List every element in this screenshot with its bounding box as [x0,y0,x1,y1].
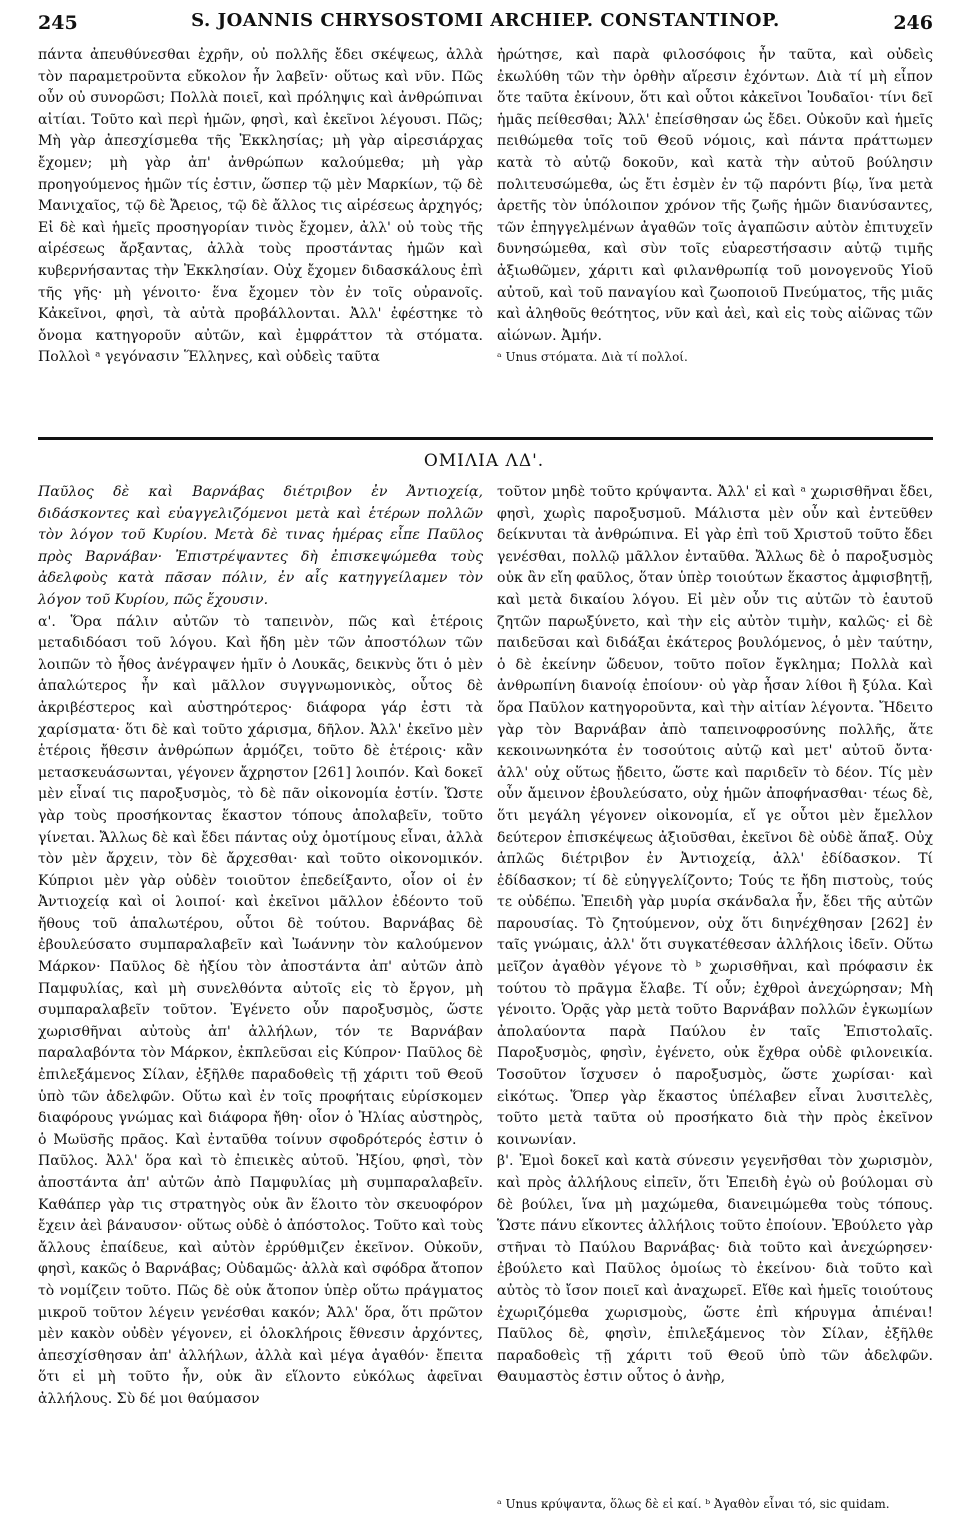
lower-right-text-2: β'. Ἐμοὶ δοκεῖ καὶ κατὰ σύνεσιν γεγενῆσθαι τὸν χωρισμὸν, καὶ πρὸς ἀλλήλους εἰπεῖν, ὅτι Ἐπειδὴ ἐγὼ οὐ βούλομαι σὺ δὲ βούλει, ἵνα μὴ μαχώμεθα, διανειμώμεθα τοὺς τόπους. Ὥστε πάνυ εἴκοντες ἀλλήλοις τοῦτο ἐποίουν. Ἐβούλετο γὰρ στῆναι τὸ Παύλου Βαρνάβας· διὰ τοῦτο καὶ ἀνεχώρησεν· ἐβούλετο καὶ Παῦλος ὁμοίως τὸ ἐκείνου· διὰ τοῦτο καὶ αὐτὸς τὸ ἴσον ποιεῖ καὶ ἀναχωρεῖ. Εἴθε καὶ ἡμεῖς τοιούτους ἐχωριζόμεθα χωρισμοὺς, ὥστε ἐπὶ κήρυγμα ἀπιέναι! Παῦλος δὲ, φησὶν, ἐπιλεξάμενος τὸν Σίλαν, ἐξῆλθε παραδοθεὶς τῇ χάριτι τοῦ Θεοῦ ὑπὸ τῶν ἀδελφῶν. Θαυμαστὸς ἐστιν οὗτος ὁ ἀνὴρ, [497,1153,933,1386]
page-number-right: 246 [893,12,933,34]
top-right-footnote: ᵃ Unus στόματα. Διὰ τί πολλοί. [497,350,688,365]
lower-right-footnote: ᵃ Unus κρύψαντα, ὅλως δὲ εἰ καί. ᵇ Ἀγαθὸν εἶναι τό, sic quidam. [497,1497,890,1511]
top-right-column [497,45,933,369]
scripture-quote: Παῦλος δὲ καὶ Βαρνάβας διέτριβον ἐν Ἀντιοχείᾳ, διδάσκοντες καὶ εὐαγγελιζόμενοι μετὰ καὶ ἑτέρων πολλῶν τὸν λόγον τοῦ Κυρίου. Μετὰ δὲ τινας ἡμέρας εἶπε Παῦλος πρὸς Βαρνάβαν· Ἐπιστρέψαντες δὴ ἐπισκεψώμεθα τοὺς ἀδελφοὺς κατὰ πᾶσαν πόλιν, ἐν αἷς κατηγγείλαμεν τὸν λόγον τοῦ Κυρίου, πῶς ἔχουσιν. [38,484,483,608]
page-header [38,10,933,38]
page-number-left: 245 [38,12,78,34]
section-divider [38,437,933,440]
top-left-text: πάντα ἀπευθύνεσθαι ἐχρῆν, οὐ πολλῆς ἔδει σκέψεως, ἀλλὰ τὸν παραμετροῦντα εὔκολον ἦν λαβεῖν· οὕτως καὶ νῦν. Πῶς οὖν οὐ συνορῶσι; Πολλὰ ποιεῖ, καὶ πρόληψις καὶ ἀνθρώπιναι αἰτίαι. Τοῦτο καὶ περὶ ἡμῶν, φησὶ, καὶ ἐκεῖνοι λέγουσι. Πῶς; Μὴ γὰρ ἀπεσχίσμεθα τῆς Ἐκκλησίας; μὴ γὰρ αἱρεσιάρχας ἔχομεν; μὴ γὰρ ἀπ' ἀνθρώπων καλούμεθα; μὴ γὰρ προηγούμενος ἡμῶν τίς ἐστιν, ὥσπερ τῷ μὲν Μαρκίων, τῷ δὲ Μανιχαῖος, τῷ δὲ Ἄρειος, τῷ δὲ ἄλλος τις αἱρέσεως ἀρχηγός; Εἰ δὲ καὶ ἡμεῖς προσηγορίαν τινὸς ἔχομεν, ἀλλ' οὐ τοὺς τῆς αἱρέσεως ἄρξαντας, ἀλλὰ τοὺς προστάντας ἡμῶν καὶ κυβερνήσαντας τὴν Ἐκκλησίαν. Οὐχ ἔχομεν διδασκάλους ἐπὶ τῆς γῆς· μὴ γένοιτο· ἕνα ἔχομεν τὸν ἐν τοῖς οὐρανοῖς. Κἀκεῖνοι, φησὶ, τὰ αὐτὰ προβάλλονται. Ἀλλ' ἐφέστηκε τὸ ὄνομα κατηγοροῦν αὐτῶν, καὶ ἐμφράττον τὰ στόματα. Πολλοὶ ᵃ γεγόνασιν Ἕλληνες, καὶ οὐδεὶς ταῦτα [38,47,483,366]
homily-title: ΟΜΙΛΙΑ ΛΔ'. [423,451,545,471]
top-right-text: ἠρώτησε, καὶ παρὰ φιλοσόφοις ἦν ταῦτα, καὶ οὐδεὶς ἐκωλύθη τῶν τὴν ὀρθὴν αἵρεσιν ἐχόντων. Διὰ τί μὴ εἶπον ὅτε ταῦτα ἐκίνουν, ὅτι καὶ οὗτοι κἀκεῖνοι Ἰουδαῖοι· τίνι δεῖ ἡμᾶς πείθεσθαι; Ἀλλ' ἐπείσθησαν ὡς ἔδει. Οὐκοῦν καὶ ἡμεῖς πειθώμεθα τοῖς τοῦ Θεοῦ νόμοις, καὶ πάντα πράττωμεν κατὰ τὸ αὐτῷ δοκοῦν, καὶ κατὰ τὴν αὐτοῦ βούλησιν πολιτευσώμεθα, ὡς ἔτι ἐσμὲν ἐν τῷ παρόντι βίῳ, ἵνα μετὰ ἀρετῆς τὸν ὑπόλοιπον χρόνον τῆς ζωῆς ἡμῶν διανύσαντες, τῶν ἐπηγγελμένων ἀγαθῶν τοῖς ἀγαπῶσιν αὐτὸν ἐπιτυχεῖν δυνησώμεθα, καὶ σὺν τοῖς εὐαρεστήσασιν αὐτῷ τιμῆς ἀξιωθῶμεν, χάριτι καὶ φιλανθρωπίᾳ τοῦ μονογενοῦς Υἱοῦ αὐτοῦ, καὶ τοῦ παναγίου καὶ ζωοποιοῦ Πνεύματος, τῆς μιᾶς καὶ ἀληθοῦς θεότητος, νῦν καὶ ἀεὶ, καὶ εἰς τοὺς αἰῶνας τῶν αἰώνων. Ἀμήν. [497,47,933,344]
lower-right-text-1: τοῦτον μηδὲ τοῦτο κρύψαντα. Ἀλλ' εἰ καὶ ᵃ χωρισθῆναι ἔδει, φησὶ, χωρὶς παροξυσμοῦ. Μάλιστα μὲν οὖν καὶ ἐντεῦθεν δείκνυται τὰ ἀνθρώπινα. Εἰ γὰρ ἐπὶ τοῦ Χριστοῦ τοῦτο ἔδει γενέσθαι, πολλῷ μᾶλλον ἐνταῦθα. Ἄλλως δὲ ὁ παροξυσμὸς οὐκ ἂν εἴη φαῦλος, ὅταν ὑπὲρ τοιούτων ἕκαστος ἀμφισβητῇ, καὶ μετὰ δικαίου λόγου. Εἰ μὲν οὖν τις αὐτῶν τὸ ἑαυτοῦ ζητῶν παρωξύνετο, καὶ τὴν εἰς αὐτὸν τιμὴν, καλῶς· εἰ δὲ παιδεῦσαι καὶ διδάξαι ἑκάτερος βουλόμενος, ὁ μὲν ταύτην, ὁ δὲ ἐκείνην ὥδευον, τοῦτο ποῖον ἔγκλημα; Πολλὰ καὶ ἀνθρωπίνη διανοίᾳ ἐποίουν· οὐ γὰρ ἦσαν λίθοι ἢ ξύλα. Καὶ ὅρα Παῦλον κατηγοροῦντα, καὶ τὴν αἰτίαν λέγοντα. Ἤδειτο γὰρ τὸν Βαρνάβαν ἀπὸ ταπεινοφροσύνης πολλῆς, ἅτε κεκοινωνηκότα ἐν τοσούτοις αὐτῷ καὶ μετ' αὐτοῦ ὄντα· ἀλλ' οὐχ οὕτως ᾔδειτο, ὥστε καὶ παριδεῖν τὸ δέον. Τίς μὲν οὖν ἄμεινον ἐβουλεύσατο, οὐχ ἡμῶν ἀποφήνασθαι· τέως δὲ, ὅτι μεγάλη γέγονεν οἰκονομία, εἴ γε οὗτοι μὲν ἔμελλον δεύτερον ἐπισκέψεως ἀξιοῦσθαι, ἐκεῖνοι δὲ οὐδὲ ἅπαξ. Οὐχ ἁπλῶς διέτριβον ἐν Ἀντιοχείᾳ, ἀλλ' ἐδίδασκον. Τί ἐδίδασκον; τί δὲ εὐηγγελίζοντο; Τούς τε ἤδη πιστοὺς, τούς τε οὐδέπω. Ἐπειδὴ γὰρ μυρία σκάνδαλα ἦν, ἔδει τῆς αὐτῶν παρουσίας. Τὸ ζητούμενον, οὐχ ὅτι διηνέχθησαν [262] ἐν ταῖς γνώμαις, ἀλλ' ὅτι συγκατέθεσαν ἀλλήλοις ἰδεῖν. Οὕτω μεῖζον ἀγαθὸν γέγονε τὸ ᵇ χωρισθῆναι, καὶ πρόφασιν ἐκ τούτου τὸ πρᾶγμα ἔλαβε. Τί οὖν; ἐχθροὶ ἀνεχώρησαν; Μὴ γένοιτο. Ὁρᾷς γὰρ μετὰ τοῦτο Βαρνάβαν πολλῶν ἐγκωμίων ἀπολαύοντα παρὰ Παύλου ἐν ταῖς Ἐπιστολαῖς. Παροξυσμὸς, φησὶν, ἐγένετο, οὐκ ἔχθρα οὐδὲ φιλονεικία. Τοσοῦτον ἴσχυσεν ὁ παροξυσμὸς, ὥστε χωρίσαι· καὶ εἰκότως. Ὅπερ γὰρ ἕκαστος ὑπέλαβεν εἶναι λυσιτελὲς, τοῦτο μετὰ ταῦτα οὐ προσήκατο διὰ τὴν πρὸς ἐκεῖνον κοινωνίαν. [497,484,933,1148]
lower-right-column [497,482,933,1389]
lower-left-column [38,482,483,1411]
top-left-column [38,45,483,369]
lower-left-text: α'. Ὅρα πάλιν αὐτῶν τὸ ταπεινὸν, πῶς καὶ ἑτέροις μεταδιδόασι τοῦ λόγου. Καὶ ἤδη μὲν τῶν ἀποστόλων τῶν λοιπῶν τὸ ἦθος ἀνέγραψεν ἡμῖν ὁ Λουκᾶς, δεικνὺς ὅτι ὁ μὲν ἁπαλώτερος ἦν καὶ μᾶλλον συγγνωμονικὸς, οὗτος δὲ ἀκριβέστερος καὶ αὐστηρότερος· διάφορα γάρ ἐστι τὰ χαρίσματα· ὅτι δὲ καὶ τοῦτο χάρισμα, δῆλον. Ἀλλ' ἐκεῖνο μὲν ἑτέροις ἤθεσιν ἀνθρώπων ἁρμόζει, τοῦτο δὲ ἑτέροις· κἂν μετασκευάσωνται, γέγονεν ἄχρηστον [261] λοιπόν. Καὶ δοκεῖ μὲν εἶναί τις παροξυσμὸς, τὸ δὲ πᾶν οἰκονομία ἐστίν. Ὥστε γὰρ τοὺς προσήκοντας ἕκαστον τόπους ἀπολαβεῖν, τοῦτο γίνεται. Ἄλλως δὲ καὶ ἔδει πάντας οὐχ ὁμοτίμους εἶναι, ἀλλὰ τὸν μὲν ἄρχειν, τὸν δὲ ἄρχεσθαι· καὶ τοῦτο οἰκονομικόν. Κύπριοι μὲν γὰρ οὐδὲν τοιοῦτον ἐπεδείξαντο, οἷον οἱ ἐν Ἀντιοχείᾳ καὶ οἱ λοιποί· καὶ ἐκεῖνοι μᾶλλον ἐδέοντο τοῦ ἤθους τοῦ ἁπαλωτέρου, οὗτοι δὲ τούτου. Βαρνάβας δὲ ἐβουλεύσατο συμπαραλαβεῖν καὶ Ἰωάννην τὸν καλούμενον Μάρκον· Παῦλος δὲ ἠξίου τὸν ἀποστάντα ἀπ' αὐτῶν ἀπὸ Παμφυλίας, καὶ μὴ συνελθόντα αὐτοῖς εἰς τὸ ἔργον, μὴ συμπαραλαβεῖν τοῦτον. Ἐγένετο οὖν παροξυσμὸς, ὥστε χωρισθῆναι αὐτοὺς ἀπ' ἀλλήλων, τόν τε Βαρνάβαν παραλαβόντα τὸν Μάρκον, ἐκπλεῦσαι εἰς Κύπρον· Παῦλος δὲ ἐπιλεξάμενος Σίλαν, ἐξῆλθε παραδοθεὶς τῇ χάριτι τοῦ Θεοῦ ὑπὸ τῶν ἀδελφῶν. Οὕτω καὶ ἐν τοῖς προφήταις εὑρίσκομεν διαφόρους γνώμας καὶ διάφορα ἤθη· οἷον ὁ Ἠλίας αὐστηρὸς, ὁ Μωϋσῆς πρᾶος. Καὶ ἐνταῦθα τοίνυν σφοδρότερός ἐστιν ὁ Παῦλος. Ἀλλ' ὅρα καὶ τὸ ἐπιεικὲς αὐτοῦ. Ἠξίου, φησὶ, τὸν ἀποστάντα ἀπ' αὐτῶν ἀπὸ Παμφυλίας μὴ συμπαραλαβεῖν. Καθάπερ γὰρ τις στρατηγὸς οὐκ ἂν ἕλοιτο τὸν σκευοφόρον ἔχειν ἀεὶ βάναυσον· οὕτως οὐδὲ ὁ ἀπόστολος. Τοῦτο καὶ τοὺς ἄλλους ἐπαίδευε, καὶ αὐτὸν ἐρρύθμιζεν ἐκεῖνον. Οὐκοῦν, φησὶ, κακῶς ὁ Βαρνάβας; Οὐδαμῶς· ἀλλὰ καὶ σφόδρα ἄτοπον τὸ νομίζειν τοῦτο. Πῶς δὲ οὐκ ἄτοπον ὑπὲρ οὕτω πράγματος μικροῦ τοῦτον λέγειν γενέσθαι κακόν; Ἀλλ' ὅρα, ὅτι πρῶτον μὲν κακὸν οὐδὲν γέγονεν, εἰ ὁλοκλήροις ἔθνεσιν ἀρχόντες, ἀπεσχίσθησαν ἀπ' ἀλλήλων, ἀλλὰ καὶ μέγα ἀγαθόν· ἔπειτα ὅτι εἰ μὴ τοῦτο ἦν, οὐκ ἂν εἵλοντο εὐκόλως ἀφεῖναι ἀλλήλους. Σὺ δέ μοι θαύμασον [38,613,483,1407]
running-title: S. JOANNIS CHRYSOSTOMI ARCHIEP. CONSTANTINOP. [191,10,780,31]
